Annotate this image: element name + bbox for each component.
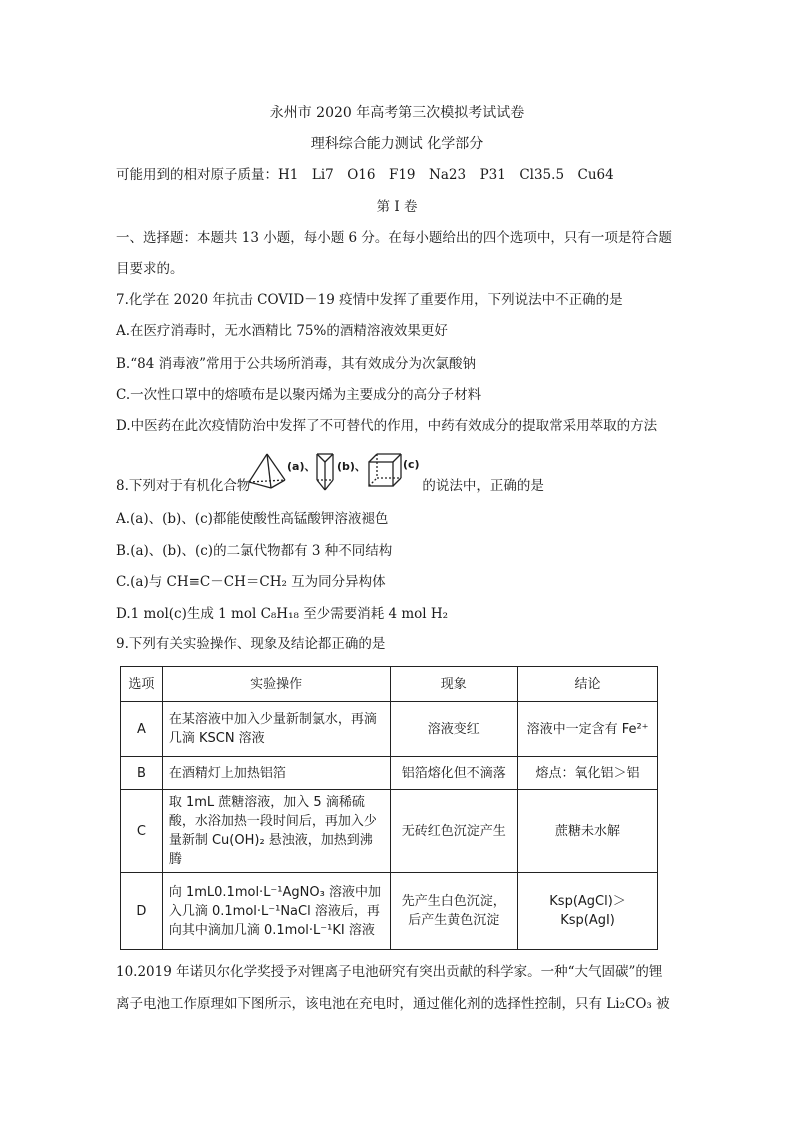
molecule-b-prismane — [317, 454, 333, 490]
question-8-option-a: A.(a)、(b)、(c)都能使酸性高锰酸钾溶液褪色 — [116, 511, 389, 527]
row-phenomenon: 溶液变红 — [390, 702, 518, 757]
question-7-option-c: C.一次性口罩中的熔喷布是以聚丙烯为主要成分的高分子材料 — [116, 387, 482, 403]
atomic-masses: 可能用到的相对原子质量：H1 Li7 O16 F19 Na23 P31 Cl35.5 Cu64 — [116, 167, 614, 183]
question-8-option-b: B.(a)、(b)、(c)的二氯代物都有 3 种不同结构 — [116, 543, 393, 559]
row-operation: 在某溶液中加入少量新制氯水，再滴几滴 KSCN 溶液 — [162, 702, 390, 757]
molecule-label-a: (a)、 — [287, 460, 316, 473]
part-heading: 第 I 卷 — [376, 199, 418, 215]
row-option: B — [121, 757, 163, 790]
molecule-diagram — [247, 450, 419, 494]
row-operation: 取 1mL 蔗糖溶液，加入 5 滴稀硫酸，水浴加热一段时间后，再加入少量新制 Cu(OH)₂ 悬浊液，加热到沸腾 — [162, 790, 390, 873]
table-header-row — [121, 667, 658, 702]
row-conclusion: Ksp(AgCl)＞Ksp(AgI) — [518, 873, 658, 950]
table-row — [121, 873, 658, 950]
section-instructions-line2: 目要求的。 — [116, 261, 184, 277]
question-10-line1: 10.2019 年诺贝尔化学奖授予对锂离子电池研究有突出贡献的科学家。一种“大气固碳”的锂 — [116, 964, 663, 980]
row-phenomenon: 无砖红色沉淀产生 — [390, 790, 518, 873]
question-7-stem: 7.化学在 2020 年抗击 COVID－19 疫情中发挥了重要作用，下列说法中不正确的是 — [116, 292, 623, 308]
question-8-stem-after: 的说法中，正确的是 — [422, 478, 544, 494]
header-conclusion: 结论 — [518, 667, 658, 702]
table-row — [121, 757, 658, 790]
question-9-stem: 9.下列有关实验操作、现象及结论都正确的是 — [116, 636, 386, 652]
question-7-option-b: B.“84 消毒液”常用于公共场所消毒，其有效成分为次氯酸钠 — [116, 356, 476, 372]
row-conclusion: 蔗糖未水解 — [518, 790, 658, 873]
question-8-option-c: C.(a)与 CH≡C－CH＝CH₂ 互为同分异构体 — [116, 574, 386, 590]
header-operation: 实验操作 — [162, 667, 390, 702]
question-8-option-d: D.1 mol(c)生成 1 mol C₈H₁₈ 至少需要消耗 4 mol H₂ — [116, 606, 449, 622]
row-option: D — [121, 873, 163, 950]
row-conclusion: 溶液中一定含有 Fe²⁺ — [518, 702, 658, 757]
header-option: 选项 — [121, 667, 163, 702]
row-option: C — [121, 790, 163, 873]
question-7-option-a: A.在医疗消毒时，无水酒精比 75%的酒精溶液效果更好 — [116, 323, 448, 339]
molecule-label-b: (b)、 — [337, 460, 366, 473]
page-title: 永州市 2020 年高考第三次模拟考试试卷 — [269, 105, 525, 121]
section-instructions-line1: 一、选择题：本题共 13 小题，每小题 6 分。在每小题给出的四个选项中，只有一项是符合题 — [116, 230, 672, 246]
question-7-option-d: D.中医药在此次疫情防治中发挥了不可替代的作用，中药有效成分的提取常采用萃取的方法 — [116, 418, 658, 434]
row-operation: 向 1mL0.1mol·L⁻¹AgNO₃ 溶液中加入几滴 0.1mol·L⁻¹NaCl 溶液后，再向其中滴加几滴 0.1mol·L⁻¹KI 溶液 — [162, 873, 390, 950]
row-option: A — [121, 702, 163, 757]
header-phenomenon: 现象 — [390, 667, 518, 702]
page-subtitle: 理科综合能力测试 化学部分 — [310, 136, 484, 152]
row-conclusion: 熔点：氧化铝＞铝 — [518, 757, 658, 790]
molecule-a-tetrahedrane — [249, 454, 285, 488]
row-operation: 在酒精灯上加热铝箔 — [162, 757, 390, 790]
molecule-c-cubane — [369, 454, 401, 486]
molecule-structures — [247, 450, 419, 494]
table-row — [121, 702, 658, 757]
row-phenomenon: 先产生白色沉淀，后产生黄色沉淀 — [390, 873, 518, 950]
experiment-table — [120, 666, 658, 950]
question-10-line2: 离子电池工作原理如下图所示，该电池在充电时，通过催化剂的选择性控制，只有 Li₂CO₃ 被 — [116, 996, 670, 1012]
row-phenomenon: 铝箔熔化但不滴落 — [390, 757, 518, 790]
molecule-label-c: (c) — [403, 458, 420, 471]
table-row — [121, 790, 658, 873]
question-8-stem-before: 8.下列对于有机化合物 — [116, 478, 251, 494]
